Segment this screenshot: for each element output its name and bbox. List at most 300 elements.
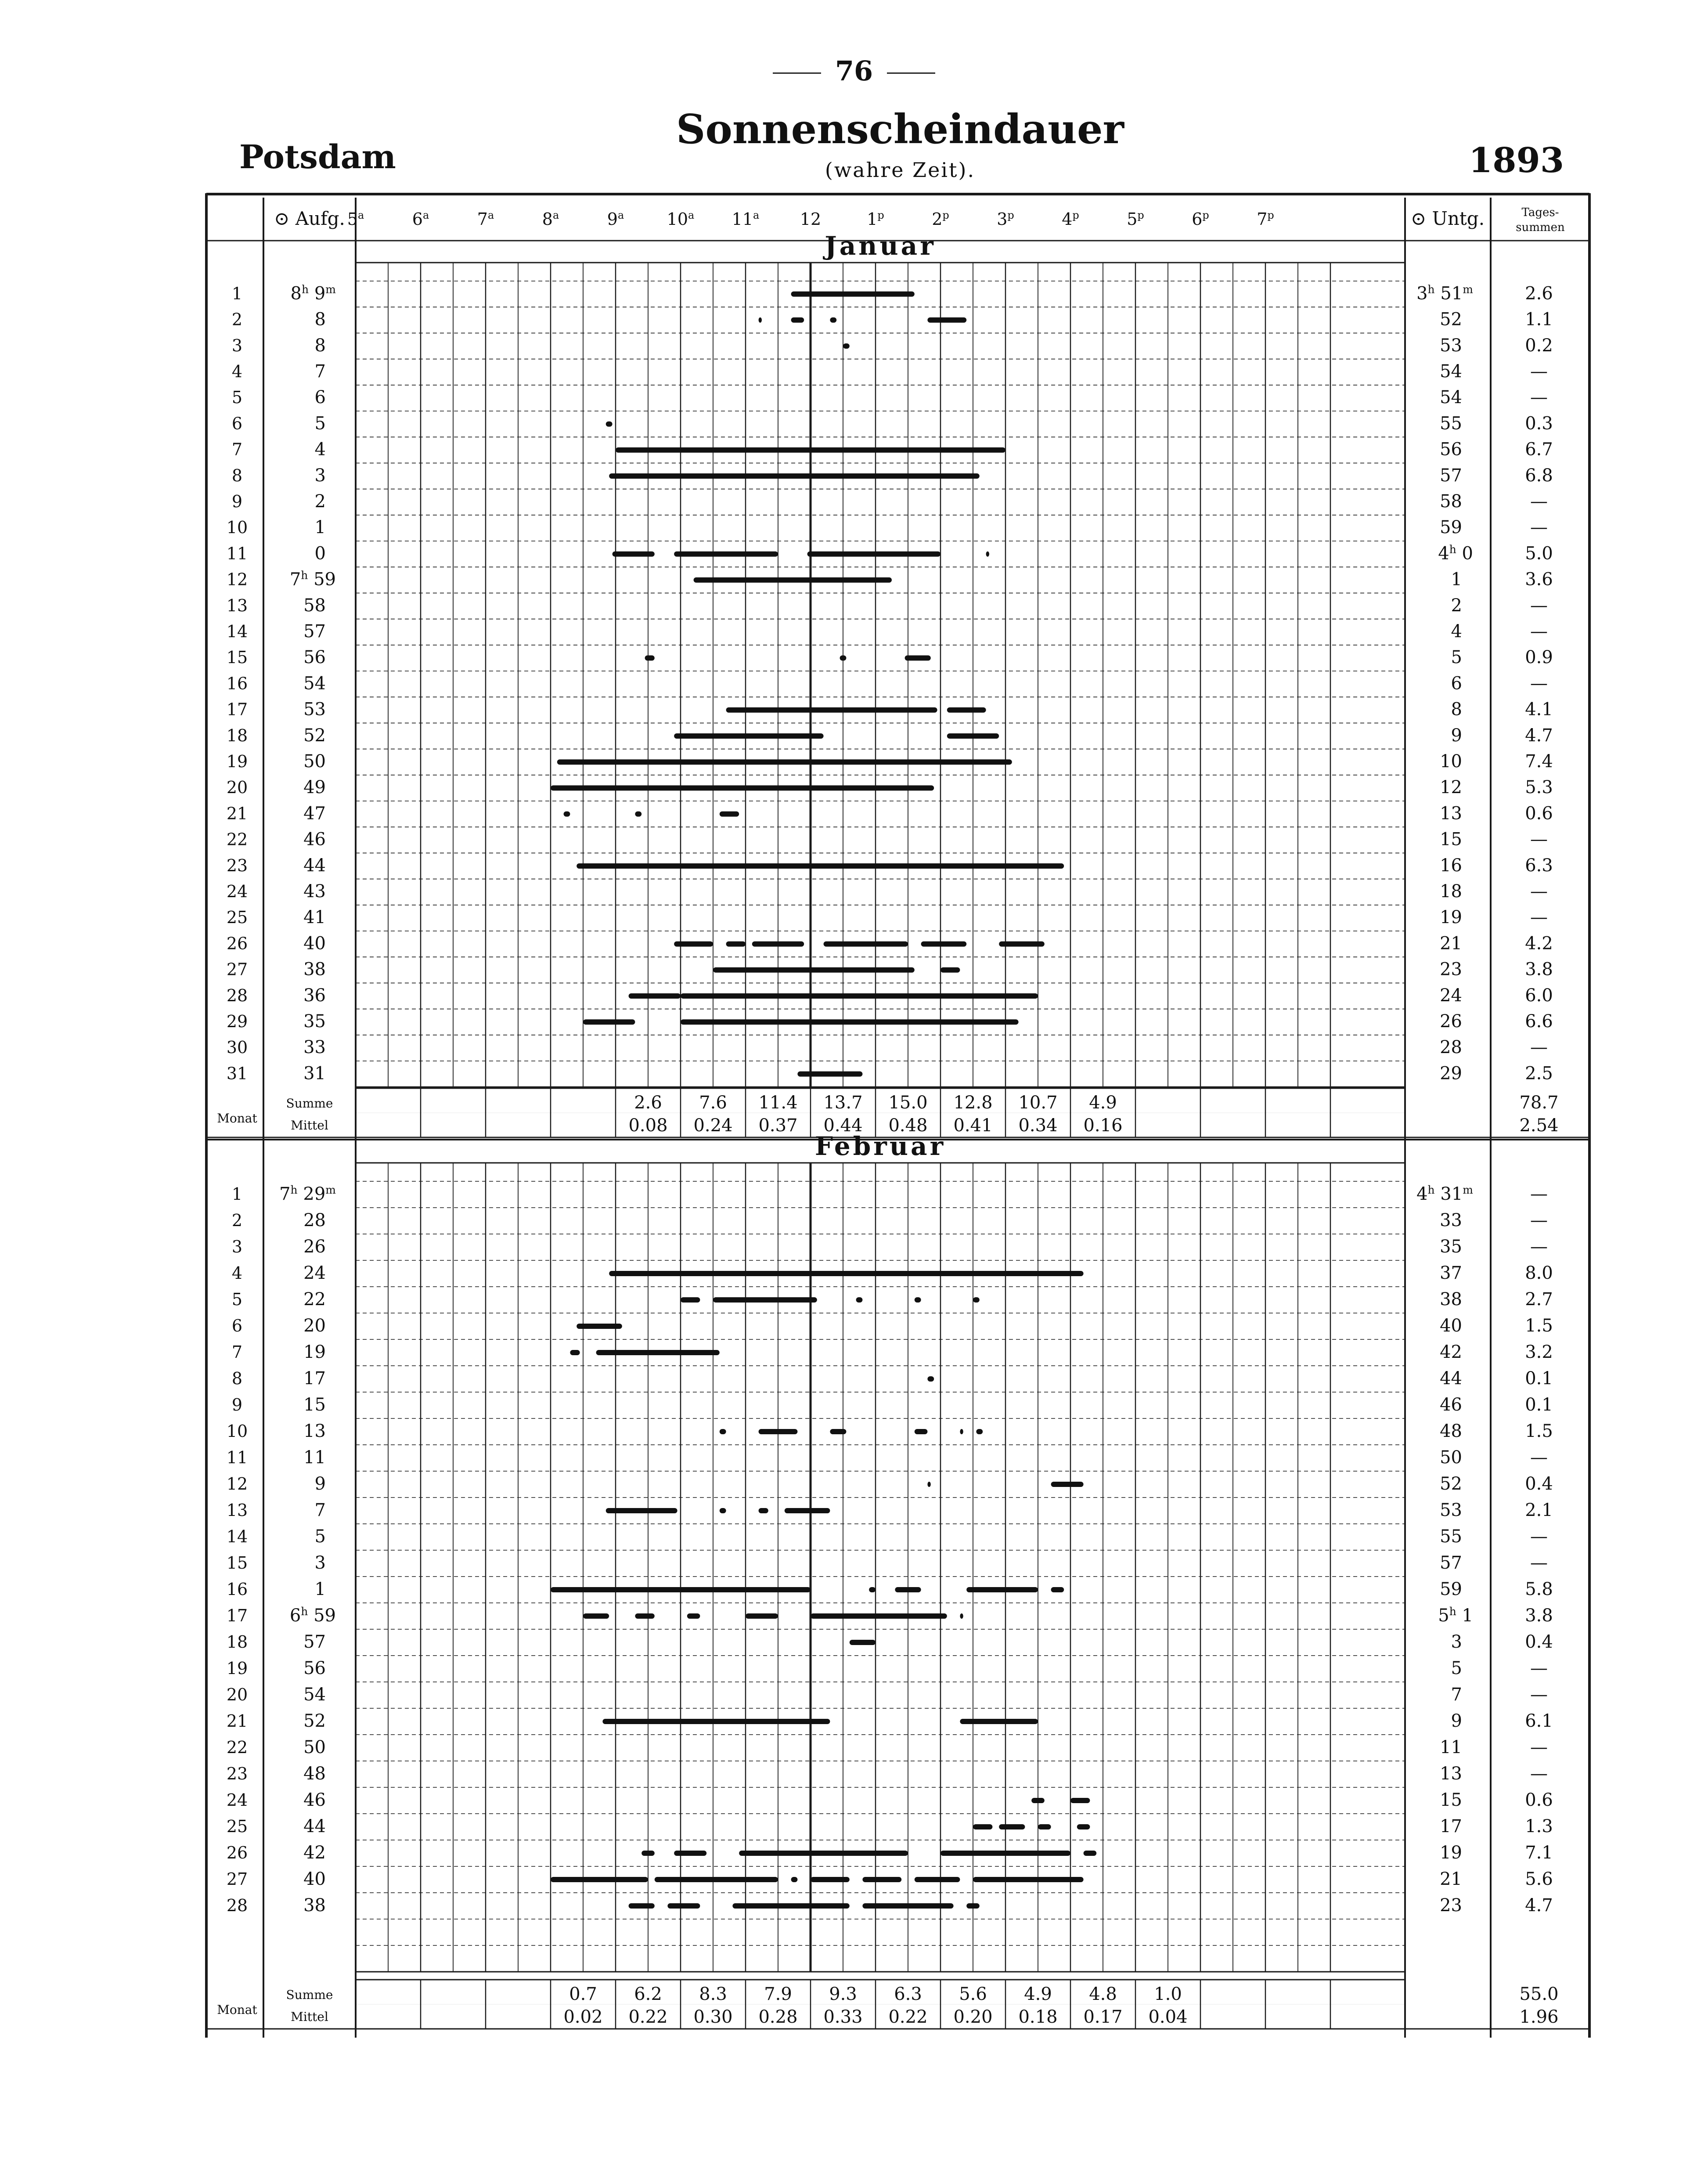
- day-number: 3: [231, 1237, 243, 1256]
- sunshine-trace: [720, 1429, 726, 1434]
- hour-number: 11: [731, 209, 753, 229]
- daily-total: 4.7: [1525, 725, 1553, 746]
- hour-label-6: [732, 209, 760, 229]
- minute-unit: m: [1463, 282, 1473, 296]
- day-number: 16: [226, 674, 248, 693]
- sunshine-trace: [551, 1877, 648, 1882]
- daily-total: —: [1530, 673, 1548, 694]
- hourly-sum: 8.3: [699, 1984, 727, 2004]
- sunrise-minute: 11: [303, 1447, 326, 1468]
- sunshine-trace: [1070, 1798, 1090, 1803]
- daily-total: —: [1530, 1685, 1548, 1705]
- daily-total: 4.7: [1525, 1895, 1553, 1916]
- hour-suffix: p: [1007, 209, 1014, 221]
- hourly-sum: 4.9: [1024, 1984, 1052, 2004]
- sunrise-minute: 41: [303, 907, 326, 928]
- sunshine-trace: [570, 1350, 580, 1355]
- sunshine-trace: [927, 1482, 930, 1487]
- page-number: 76: [835, 55, 873, 87]
- sunrise-minute: 50: [303, 1737, 326, 1757]
- sunset-minute: 9: [1451, 725, 1462, 746]
- monthly-total-mean: 1.96: [1519, 2007, 1559, 2027]
- sunshine-trace: [726, 942, 746, 947]
- hourly-mean: 0.44: [823, 1115, 863, 1136]
- daily-total: 6.7: [1525, 439, 1553, 460]
- daily-total: 3.6: [1525, 569, 1553, 590]
- sunrise-minute: 22: [303, 1289, 326, 1310]
- sunrise-minute: 15: [303, 1395, 326, 1415]
- sunset-minute: 8: [1451, 699, 1462, 720]
- day-number: 19: [226, 1659, 248, 1678]
- day-number: 25: [226, 908, 248, 927]
- hour-unit: h: [1427, 1183, 1435, 1196]
- daily-total: 6.8: [1525, 465, 1553, 486]
- sunset-minute: 51: [1434, 283, 1463, 304]
- sunrise-minute: 57: [303, 621, 326, 642]
- sunset-minute: 28: [1440, 1037, 1462, 1058]
- sunrise-time: [279, 1184, 336, 1205]
- hourly-mean: 0.28: [758, 2007, 798, 2027]
- sunshine-trace: [986, 552, 989, 557]
- sunrise-minute: 52: [303, 1711, 326, 1731]
- day-number: 6: [231, 414, 243, 433]
- daily-total: 4.2: [1525, 933, 1553, 954]
- daily-total: —: [1530, 361, 1548, 382]
- hour-number: 2: [932, 209, 943, 229]
- sunrise-minute: 4: [314, 439, 326, 460]
- day-number: 18: [226, 725, 248, 745]
- hour-number: 3: [997, 209, 1008, 229]
- sunrise-hour: 7: [289, 569, 301, 590]
- sunshine-trace: [940, 967, 960, 973]
- sunshine-trace: [1077, 1824, 1090, 1829]
- day-number: 24: [226, 882, 248, 902]
- sunrise-minute: 54: [303, 673, 326, 694]
- hour-number: 1: [867, 209, 878, 229]
- sunrise-minute: 2: [314, 491, 326, 512]
- mean-label: Mittel: [291, 1118, 328, 1133]
- totals-header-line1: Tages-: [1521, 206, 1559, 219]
- sunset-minute: 46: [1440, 1395, 1462, 1415]
- hour-unit: h: [1427, 282, 1435, 296]
- page-subtitle: (wahre Zeit).: [825, 158, 976, 182]
- daily-total: 0.4: [1525, 1632, 1553, 1652]
- sunset-column-header: [1411, 208, 1485, 229]
- totals-header-line2: summen: [1516, 221, 1565, 234]
- day-number: 18: [226, 1632, 248, 1652]
- daily-total: —: [1530, 881, 1548, 902]
- sunrise-minute: 44: [303, 855, 326, 876]
- sunset-minute: 15: [1440, 1790, 1462, 1810]
- hour-number: 4: [1062, 209, 1073, 229]
- sunrise-minute: 9: [314, 1474, 326, 1494]
- hour-unit: h: [1449, 542, 1456, 556]
- hour-unit: h: [301, 1605, 308, 1618]
- sunshine-trace: [830, 1429, 846, 1434]
- hourly-mean: 0.33: [823, 2007, 863, 2027]
- day-number: 8: [231, 465, 243, 485]
- sunrise-minute: 58: [303, 595, 326, 616]
- hour-suffix: p: [1072, 209, 1079, 221]
- sunset-minute: 23: [1440, 959, 1462, 980]
- day-number: 14: [226, 622, 248, 642]
- sunrise-minute: 33: [303, 1037, 326, 1058]
- hour-unit: h: [290, 1183, 298, 1196]
- sunshine-trace: [613, 552, 655, 557]
- sunshine-trace: [966, 1903, 980, 1909]
- sunshine-trace: [807, 552, 940, 557]
- hour-number: 12: [800, 209, 822, 229]
- sunshine-trace: [606, 1508, 677, 1513]
- sunshine-trace: [811, 1877, 850, 1882]
- hourly-mean: 0.30: [693, 2007, 733, 2027]
- day-number: 28: [226, 1896, 248, 1915]
- sunset-minute: 54: [1440, 361, 1462, 382]
- sunshine-trace: [602, 1719, 830, 1724]
- daily-total: —: [1530, 1037, 1548, 1058]
- day-number: 21: [226, 1711, 248, 1731]
- daily-total: —: [1530, 1764, 1548, 1784]
- sunrise-minute: 38: [303, 1895, 326, 1916]
- sunrise-minute: 56: [303, 1658, 326, 1678]
- hourly-mean: 0.04: [1148, 2007, 1188, 2027]
- hour-number: 7: [1257, 209, 1268, 229]
- hour-number: 8: [542, 209, 553, 229]
- hour-label-13: [1192, 209, 1209, 229]
- hourly-mean: 0.18: [1018, 2007, 1058, 2027]
- day-number: 4: [231, 1263, 243, 1283]
- sunset-time: [1416, 283, 1473, 304]
- sunshine-trace: [797, 1072, 862, 1077]
- day-number: 1: [231, 284, 243, 303]
- hourly-sum: 12.8: [953, 1093, 993, 1113]
- sunshine-trace: [635, 1613, 654, 1619]
- minute-unit: m: [325, 282, 336, 296]
- hour-label-12: [1127, 209, 1144, 229]
- day-number: 3: [231, 336, 243, 355]
- sunshine-trace: [785, 1508, 830, 1513]
- day-number: 23: [226, 1764, 248, 1783]
- month-name-januar: Januar: [825, 231, 936, 261]
- daily-total: 2.6: [1525, 283, 1553, 304]
- sunshine-trace: [674, 733, 823, 739]
- day-number: 11: [226, 1448, 248, 1467]
- sunshine-trace: [551, 1587, 811, 1592]
- day-number: 30: [226, 1038, 248, 1057]
- hour-number: 5: [347, 209, 358, 229]
- sunshine-trace: [674, 552, 778, 557]
- daily-total: —: [1530, 1184, 1548, 1204]
- sunshine-trace: [915, 1429, 928, 1434]
- sunset-minute: 48: [1440, 1421, 1462, 1441]
- day-number: 28: [226, 985, 248, 1005]
- sunset-minute: 35: [1440, 1237, 1462, 1257]
- sunshine-trace: [791, 318, 804, 323]
- sunshine-trace: [947, 733, 999, 739]
- sunset-minute: 1: [1456, 1606, 1473, 1626]
- sunshine-trace: [606, 422, 613, 427]
- hourly-mean: 0.20: [953, 2007, 993, 2027]
- sunrise-minute: 42: [303, 1843, 326, 1863]
- sunshine-trace: [830, 318, 836, 323]
- sunshine-trace: [915, 1297, 921, 1303]
- hourly-sum: 2.6: [634, 1093, 662, 1113]
- sunset-minute: 50: [1440, 1447, 1462, 1468]
- sunshine-trace: [583, 1019, 635, 1025]
- hourly-sum: 4.8: [1089, 1984, 1117, 2004]
- sunset-minute: 38: [1440, 1289, 1462, 1310]
- sunshine-trace: [960, 1429, 963, 1434]
- sunset-minute: 4: [1451, 621, 1462, 642]
- hour-label-11: [1062, 209, 1079, 229]
- sunrise-minute: 6: [314, 387, 326, 408]
- daily-total: —: [1530, 491, 1548, 512]
- hourly-sum: 1.0: [1154, 1984, 1182, 2004]
- sunrise-column-header: [274, 208, 345, 229]
- sunrise-minute: 54: [303, 1685, 326, 1705]
- sunrise-minute: 47: [303, 803, 326, 824]
- daily-total: 0.2: [1525, 335, 1553, 356]
- sunshine-trace: [667, 1903, 700, 1909]
- sunset-minute: 57: [1440, 1553, 1462, 1573]
- sunset-minute: 29: [1440, 1063, 1462, 1084]
- sunshine-trace: [759, 1429, 798, 1434]
- sunset-minute: 6: [1451, 673, 1462, 694]
- sunshine-trace: [577, 1324, 622, 1329]
- sunshine-trace: [927, 318, 966, 323]
- daily-total: 1.3: [1525, 1816, 1553, 1837]
- sunrise-minute: 0: [314, 543, 326, 564]
- sunrise-time: [290, 1605, 336, 1626]
- daily-total: —: [1530, 517, 1548, 538]
- sunset-minute: 26: [1440, 1011, 1462, 1032]
- sunset-minute: 24: [1440, 985, 1462, 1006]
- sunset-minute: 2: [1451, 595, 1462, 616]
- sun-symbol-icon: ⊙: [1410, 208, 1432, 229]
- sunshine-trace: [921, 942, 967, 947]
- hour-number: 7: [477, 209, 488, 229]
- hourly-sum: 15.0: [888, 1093, 928, 1113]
- hour-label-10: [997, 209, 1014, 229]
- hour-suffix: p: [877, 209, 884, 221]
- sunshine-trace: [713, 1297, 817, 1303]
- mean-label: Mittel: [291, 2010, 328, 2024]
- hourly-mean: 0.02: [563, 2007, 603, 2027]
- hourly-sum: 11.4: [758, 1093, 798, 1113]
- daily-total: 0.1: [1525, 1395, 1553, 1415]
- sunset-minute: 15: [1440, 829, 1462, 850]
- day-number: 11: [226, 544, 248, 563]
- daily-total: 5.6: [1525, 1869, 1553, 1889]
- hourly-sum: 7.9: [764, 1984, 792, 2004]
- sunshine-trace: [720, 812, 739, 817]
- daily-total: —: [1530, 595, 1548, 616]
- sunshine-trace: [674, 942, 713, 947]
- page-title: Sonnenscheindauer: [676, 105, 1124, 153]
- daily-total: —: [1530, 1526, 1548, 1547]
- sunshine-trace: [596, 1350, 720, 1355]
- sunrise-minute: 59: [308, 569, 336, 590]
- day-number: 13: [226, 595, 248, 615]
- minute-unit: m: [1463, 1183, 1473, 1196]
- sunset-minute: 19: [1440, 907, 1462, 928]
- sunset-minute: 56: [1440, 439, 1462, 460]
- daily-total: 5.0: [1525, 543, 1553, 564]
- sunset-minute: 40: [1440, 1316, 1462, 1336]
- hour-unit: h: [1449, 1605, 1456, 1618]
- hour-label-5: [667, 209, 695, 229]
- hourly-mean: 0.34: [1018, 1115, 1058, 1136]
- sunset-minute: 57: [1440, 465, 1462, 486]
- day-number: 17: [226, 700, 248, 719]
- sunshine-trace: [999, 942, 1045, 947]
- hour-unit: h: [302, 282, 309, 296]
- daily-total: —: [1530, 1237, 1548, 1257]
- daily-total: 3.8: [1525, 1606, 1553, 1626]
- sunrise-minute: 53: [303, 699, 326, 720]
- sunrise-label: Aufg.: [295, 208, 345, 229]
- day-number: 7: [231, 1342, 243, 1362]
- monthly-total-sum: 55.0: [1519, 1984, 1559, 2004]
- hour-number: 9: [607, 209, 618, 229]
- sunshine-trace: [629, 1903, 655, 1909]
- sunset-minute: 21: [1440, 933, 1462, 954]
- sunset-minute: 13: [1440, 1764, 1462, 1784]
- day-number: 25: [226, 1817, 248, 1836]
- hour-number: 6: [1192, 209, 1203, 229]
- hourly-sum: 9.3: [829, 1984, 857, 2004]
- sunset-minute: 13: [1440, 803, 1462, 824]
- daily-total: 1.5: [1525, 1316, 1553, 1336]
- sunshine-trace: [895, 1587, 921, 1592]
- sunrise-minute: 56: [303, 647, 326, 668]
- daily-total: —: [1530, 387, 1548, 408]
- sunshine-trace: [609, 1271, 1083, 1276]
- sum-label: Summe: [286, 1096, 333, 1111]
- sunshine-trace: [1038, 1824, 1051, 1829]
- sunrise-minute: 17: [303, 1368, 326, 1389]
- hourly-mean: 0.08: [628, 1115, 668, 1136]
- daily-total: —: [1530, 1553, 1548, 1573]
- sunshine-trace: [577, 863, 1064, 869]
- day-number: 22: [226, 1738, 248, 1757]
- month-name-februar: Februar: [814, 1131, 946, 1161]
- sunset-minute: 55: [1440, 413, 1462, 434]
- daily-total: 1.5: [1525, 1421, 1553, 1441]
- sunrise-minute: 24: [303, 1263, 326, 1283]
- daily-total: 3.2: [1525, 1342, 1553, 1362]
- daily-total: 0.1: [1525, 1368, 1553, 1389]
- sunrise-minute: 3: [314, 1553, 326, 1573]
- sunrise-minute: 43: [303, 881, 326, 902]
- sunrise-minute: 13: [303, 1421, 326, 1441]
- sunshine-trace: [687, 1613, 700, 1619]
- hour-number: 10: [667, 209, 688, 229]
- sunrise-minute: 1: [314, 1579, 326, 1599]
- hourly-sum: 7.6: [699, 1093, 727, 1113]
- sunshine-trace: [694, 577, 892, 583]
- hourly-mean: 0.24: [693, 1115, 733, 1136]
- hourly-sum: 6.3: [894, 1984, 922, 2004]
- daily-total: 6.3: [1525, 855, 1553, 876]
- sunrise-minute: 50: [303, 751, 326, 772]
- sunrise-minute: 7: [314, 1500, 326, 1520]
- hour-suffix: p: [1202, 209, 1209, 221]
- sunshine-trace: [1051, 1587, 1064, 1592]
- sunset-minute: 37: [1440, 1263, 1462, 1283]
- day-number: 26: [226, 934, 248, 953]
- sunshine-trace: [973, 1824, 992, 1829]
- hourly-mean: 0.17: [1083, 2007, 1123, 2027]
- sunset-minute: 53: [1440, 335, 1462, 356]
- sunshine-trace: [635, 812, 641, 817]
- sunrise-minute: 29: [297, 1184, 326, 1204]
- hour-number: 5: [1127, 209, 1138, 229]
- sunset-minute: 33: [1440, 1210, 1462, 1230]
- daily-total: —: [1530, 621, 1548, 642]
- daily-total: 0.4: [1525, 1474, 1553, 1494]
- sunrise-minute: 26: [303, 1237, 326, 1257]
- sunshine-trace: [927, 1376, 934, 1382]
- hour-suffix: p: [1267, 209, 1274, 221]
- sunset-minute: 10: [1440, 751, 1462, 772]
- sunrise-minute: 8: [314, 335, 326, 356]
- sunshine-trace: [862, 1903, 953, 1909]
- sunshine-trace: [564, 812, 570, 817]
- day-number: 31: [226, 1064, 248, 1083]
- sunshine-trace: [973, 1877, 1084, 1882]
- sunshine-trace: [681, 1019, 1019, 1025]
- day-number: 8: [231, 1369, 243, 1388]
- sunset-minute: 55: [1440, 1526, 1462, 1547]
- day-number: 10: [226, 1422, 248, 1441]
- sunshine-trace: [915, 1877, 960, 1882]
- hour-number: 6: [412, 209, 423, 229]
- day-number: 5: [231, 1290, 243, 1309]
- day-number: 27: [226, 960, 248, 979]
- daily-total: 2.5: [1525, 1063, 1553, 1084]
- sunshine-trace: [746, 1613, 778, 1619]
- sunset-time: [1438, 543, 1473, 564]
- sunrise-minute: 31: [303, 1063, 326, 1084]
- day-number: 12: [226, 1474, 248, 1494]
- sunrise-minute: 57: [303, 1632, 326, 1652]
- day-number: 21: [226, 804, 248, 823]
- daily-total: 0.9: [1525, 647, 1553, 668]
- sunshine-trace: [681, 993, 1038, 999]
- sunshine-trace: [791, 292, 915, 297]
- sunshine-trace: [629, 993, 681, 999]
- sunshine-trace: [1051, 1482, 1084, 1487]
- hour-unit: h: [301, 569, 308, 582]
- hourly-mean: 0.22: [628, 2007, 668, 2027]
- sunshine-trace: [960, 1719, 1038, 1724]
- daily-total: 2.7: [1525, 1289, 1553, 1310]
- day-number: 22: [226, 830, 248, 849]
- daily-total: —: [1530, 1658, 1548, 1678]
- hour-label-1: [412, 209, 429, 229]
- daily-total: 6.1: [1525, 1711, 1553, 1731]
- daily-total: 7.4: [1525, 751, 1553, 772]
- sunshine-trace: [551, 785, 934, 790]
- month-label: Monat: [217, 2003, 257, 2017]
- sunset-time: [1438, 1605, 1473, 1626]
- sunshine-trace: [843, 343, 850, 349]
- sunrise-minute: 49: [303, 777, 326, 798]
- hour-suffix: a: [487, 209, 494, 221]
- sunset-minute: 53: [1440, 1500, 1462, 1520]
- hourly-mean: 0.48: [888, 1115, 928, 1136]
